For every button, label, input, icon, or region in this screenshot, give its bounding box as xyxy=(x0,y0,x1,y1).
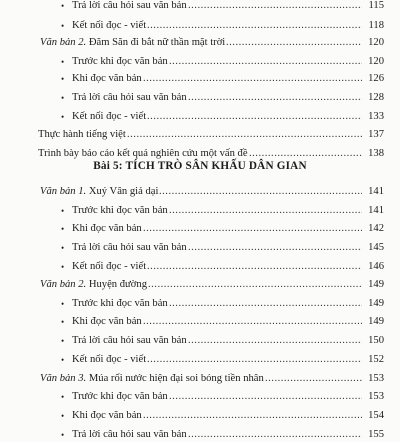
toc-entry xyxy=(0,278,400,292)
bullet-icon: • xyxy=(61,93,65,103)
leader-dots xyxy=(127,128,362,142)
toc-entry-title: Văn bản 3. Múa rối nước hiện đại soi bóng tiền nhân xyxy=(40,373,264,384)
bullet-icon: • xyxy=(61,430,65,440)
toc-entry-title: Kết nối đọc - viết xyxy=(72,354,147,365)
toc-page-number: 138 xyxy=(368,148,384,159)
toc-page-number: 133 xyxy=(368,111,384,122)
bullet-icon: • xyxy=(61,74,65,84)
leader-dots xyxy=(143,315,362,329)
leader-dots xyxy=(265,372,362,386)
toc-entry xyxy=(0,260,400,274)
toc-page-number: 155 xyxy=(368,429,384,440)
toc-page-number: 149 xyxy=(368,298,384,309)
toc-entry-title: Trả lời câu hỏi sau văn bản xyxy=(72,242,187,253)
toc-page-number: 120 xyxy=(368,56,384,67)
bullet-icon: • xyxy=(61,355,65,365)
toc-entry xyxy=(0,36,400,50)
toc-page-number: 152 xyxy=(368,354,384,365)
leader-dots xyxy=(147,19,362,33)
bullet-icon: • xyxy=(61,206,65,216)
bullet-icon: • xyxy=(61,299,65,309)
leader-dots xyxy=(169,297,362,311)
toc-entry xyxy=(0,241,400,255)
toc-entry-title: Trả lời câu hỏi sau văn bản xyxy=(72,92,187,103)
leader-dots xyxy=(147,110,362,124)
toc-entry-title: Trước khi đọc văn bản xyxy=(72,391,168,402)
toc-entry-title: Văn bản 1. Xuý Vân giả dại xyxy=(40,186,159,197)
toc-page-number: 153 xyxy=(368,373,384,384)
toc-page-number: 142 xyxy=(368,223,384,234)
toc-page-number: 141 xyxy=(368,186,384,197)
toc-entry xyxy=(0,315,400,329)
toc-page-number: 154 xyxy=(368,410,384,421)
toc-entry-title: Khi đọc văn bản xyxy=(72,316,142,327)
toc-page-number: 153 xyxy=(368,391,384,402)
toc-entry xyxy=(0,110,400,124)
toc-entry xyxy=(0,222,400,236)
leader-dots xyxy=(188,0,362,13)
bullet-icon: • xyxy=(61,262,65,272)
leader-dots xyxy=(143,409,362,423)
toc-entry-prefix: Văn bản 2. xyxy=(40,279,87,290)
toc-entry-title: Văn bản 2. Đăm Săn đi bắt nữ thần mặt trời xyxy=(40,37,226,48)
leader-dots xyxy=(169,390,362,404)
bullet-icon: • xyxy=(61,317,65,327)
toc-entry xyxy=(0,55,400,69)
toc-entry-title: Văn bản 2. Huyện đường xyxy=(40,279,147,290)
bullet-icon: • xyxy=(61,1,65,11)
leader-dots xyxy=(188,91,362,105)
toc-entry-prefix: Văn bản 1. xyxy=(40,186,87,197)
leader-dots xyxy=(188,334,362,348)
toc-entry xyxy=(0,334,400,348)
bullet-icon: • xyxy=(61,336,65,346)
toc-entry-title: Trước khi đọc văn bản xyxy=(72,205,168,216)
leader-dots xyxy=(147,353,362,367)
leader-dots xyxy=(143,72,362,86)
toc-page-number: 126 xyxy=(368,73,384,84)
toc-entry xyxy=(0,19,400,33)
toc-page-number: 141 xyxy=(368,205,384,216)
leader-dots xyxy=(169,55,362,69)
leader-dots xyxy=(143,222,362,236)
toc-page-number: 128 xyxy=(368,92,384,103)
toc-entry-prefix: Văn bản 3. xyxy=(40,373,87,384)
toc-entry xyxy=(0,428,400,442)
toc-page-number: 145 xyxy=(368,242,384,253)
bullet-icon: • xyxy=(61,21,65,31)
toc-page-number: 149 xyxy=(368,279,384,290)
section-heading: Bài 5: TÍCH TRÒ SÂN KHẤU DÂN GIAN xyxy=(93,160,307,172)
leader-dots xyxy=(147,260,362,274)
bullet-icon: • xyxy=(61,57,65,67)
toc-page-number: 149 xyxy=(368,316,384,327)
toc-entry xyxy=(0,0,400,13)
toc-entry-title: Khi đọc văn bản xyxy=(72,410,142,421)
leader-dots xyxy=(226,36,362,50)
toc-entry-title: Kết nối đọc - viết xyxy=(72,261,147,272)
toc-entry xyxy=(0,91,400,105)
toc-entry xyxy=(0,204,400,218)
toc-entry-title: Khi đọc văn bản xyxy=(72,223,142,234)
leader-dots xyxy=(159,185,362,199)
toc-entry-title: Trước khi đọc văn bản xyxy=(72,298,168,309)
toc-entry xyxy=(0,72,400,86)
toc-entry xyxy=(0,372,400,386)
toc-entry xyxy=(0,147,400,161)
toc-entry-title: Trước khi đọc văn bản xyxy=(72,56,168,67)
leader-dots xyxy=(148,278,362,292)
toc-entry-title: Trả lời câu hỏi sau văn bản xyxy=(72,335,187,346)
toc-entry-title: Thực hành tiếng việt xyxy=(38,129,126,140)
toc-entry-title: Khi đọc văn bản xyxy=(72,73,142,84)
toc-entry-title: Kết nối đọc - viết xyxy=(72,111,147,122)
bullet-icon: • xyxy=(61,112,65,122)
toc-page-number: 115 xyxy=(368,0,384,11)
toc-page-number: 137 xyxy=(368,129,384,140)
leader-dots xyxy=(249,147,362,161)
toc-page-number: 118 xyxy=(368,20,384,31)
toc-entry xyxy=(0,353,400,367)
toc-entry xyxy=(0,185,400,199)
toc-entry xyxy=(0,297,400,311)
bullet-icon: • xyxy=(61,243,65,253)
toc-entry xyxy=(0,128,400,142)
toc-entry-title: Trả lời câu hỏi sau văn bản xyxy=(72,429,187,440)
bullet-icon: • xyxy=(61,411,65,421)
toc-entry xyxy=(0,390,400,404)
toc-page-number: 150 xyxy=(368,335,384,346)
bullet-icon: • xyxy=(61,224,65,234)
leader-dots xyxy=(188,241,362,255)
toc-entry-title: Trình bày báo cáo kết quả nghiên cứu một vấn đề xyxy=(38,148,248,159)
toc-entry-title: Trả lời câu hỏi sau văn bản xyxy=(72,0,187,11)
leader-dots xyxy=(188,428,362,442)
toc-entry-title: Kết nối đọc - viết xyxy=(72,20,147,31)
bullet-icon: • xyxy=(61,392,65,402)
toc-entry-prefix: Văn bản 2. xyxy=(40,37,87,48)
leader-dots xyxy=(169,204,362,218)
toc-entry xyxy=(0,409,400,423)
toc-page-number: 146 xyxy=(368,261,384,272)
toc-page-number: 120 xyxy=(368,37,384,48)
